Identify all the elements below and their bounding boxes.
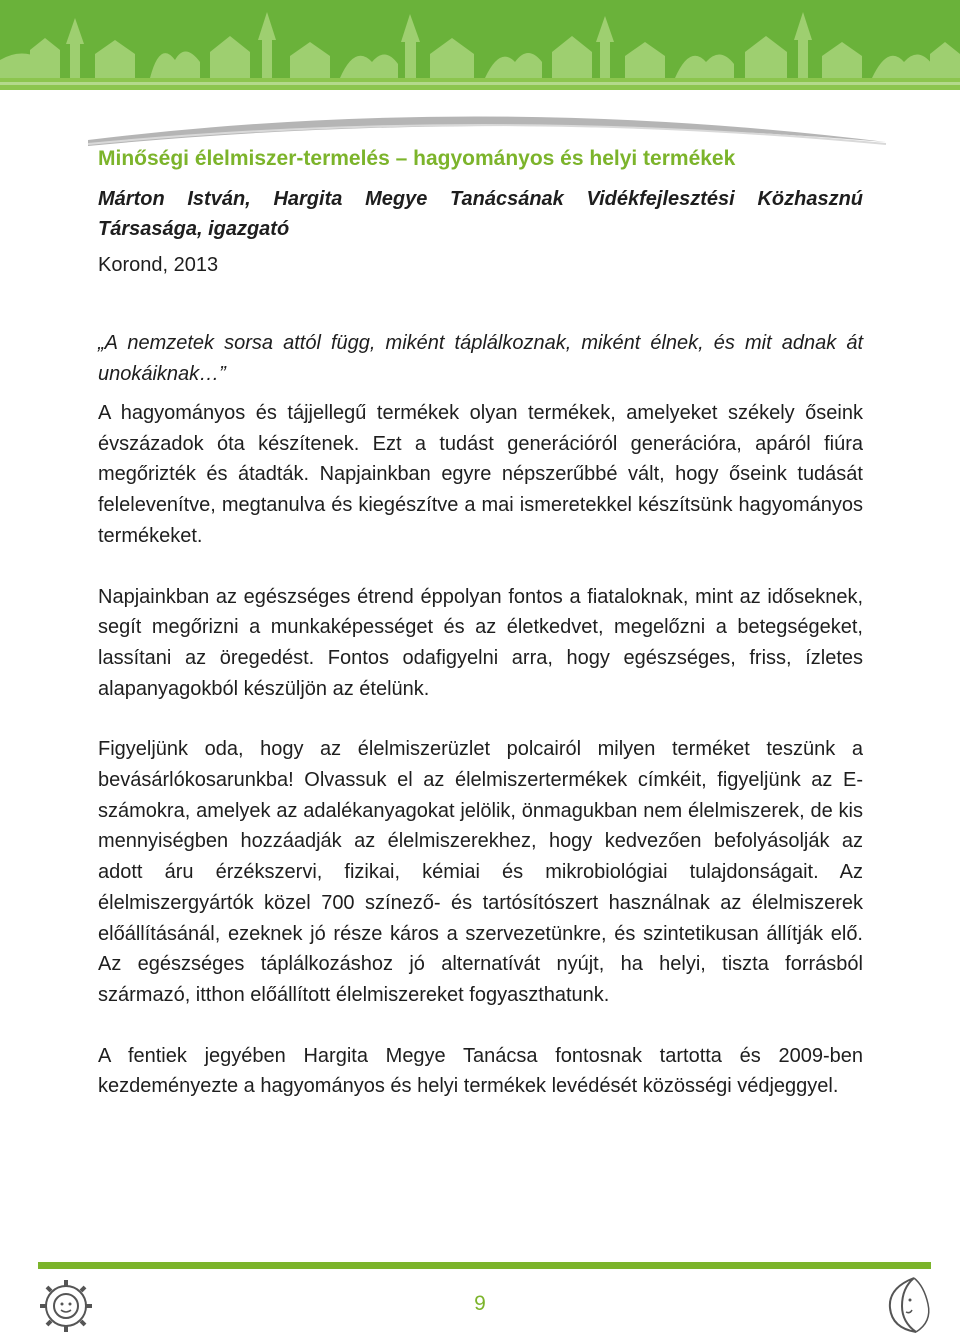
page-number: 9 xyxy=(474,1292,486,1315)
header-banner xyxy=(0,0,960,90)
epigraph-quote: „A nemzetek sorsa attól függ, miként táplálkoznak, miként élnek, és mit adnak át unokáiknak…” xyxy=(98,332,863,385)
paragraph-2: Napjainkban az egészséges étrend éppolyan fontos a fiataloknak, mint az időseknek, segít megőrizni a munkaképességet és az életkedvet, megelőzni a betegségeket, lassítani az öregedést. Fontos odafigyelni arra, hogy egészséges, friss, ízletes alapanyagokból készüljön az ételünk. xyxy=(98,585,863,700)
footer-divider xyxy=(38,1262,931,1269)
place-date: Korond, 2013 xyxy=(98,254,219,276)
document-body xyxy=(98,140,863,1102)
paragraph-4: A fentiek jegyében Hargita Megye Tanácsa fontosnak tartotta és 2009-ben kezdeményezte a hagyományos és helyi termékek levédését közösségi védjeggyel. xyxy=(98,1044,863,1098)
paragraph-1: A hagyományos és tájjellegű termékek olyan termékek, amelyeket székely őseink évszázadok óta készítenek. Ezt a tudást generációról generációra, apáról fiúra megőrizték és átadták. Napjainkban egyre népszerűbbé vált, hogy őseink tudását felelevenítve, megtanulva és kiegészítve a mai ismeretekkel készítsünk hagyományos termékeket. xyxy=(98,402,863,547)
author-line: Márton István, Hargita Megye Tanácsának Vidékfejlesztési Közhasznú Társasága, igazgató xyxy=(98,188,863,240)
moon-logo-icon xyxy=(880,1274,936,1336)
document-title: Minőségi élelmiszer-termelés – hagyományos és helyi termékek xyxy=(98,147,736,170)
paragraph-3: Figyeljünk oda, hogy az élelmiszerüzlet polcairól milyen terméket teszünk a bevásárlókosarunkba! Olvassuk el az élelmiszertermékek címkéit, figyeljünk az E-számokra, amelyek az adalékanyagokat jelölik, önmagukban nem élelmiszerek, de kis mennyiségben hozzáadják az élelmiszerekhez, hogy kedvezően befolyásolják az adott áru érzékszervi, fizikai, kémiai és mikrobiológiai tulajdonságait. Az élelmiszergyártók közel 700 színező- és tartósítószert használnak az élelmiszerek előállításánál, ezeknek jó része káros a szervezetünkre, és szintetikusan állítják elő. Az egészséges táplálkozáshoz jó alternatívát nyújt, ha helyi, tiszta forrásból származó, itthon előállított élelmiszereket fogyaszthatunk. xyxy=(98,738,863,1006)
